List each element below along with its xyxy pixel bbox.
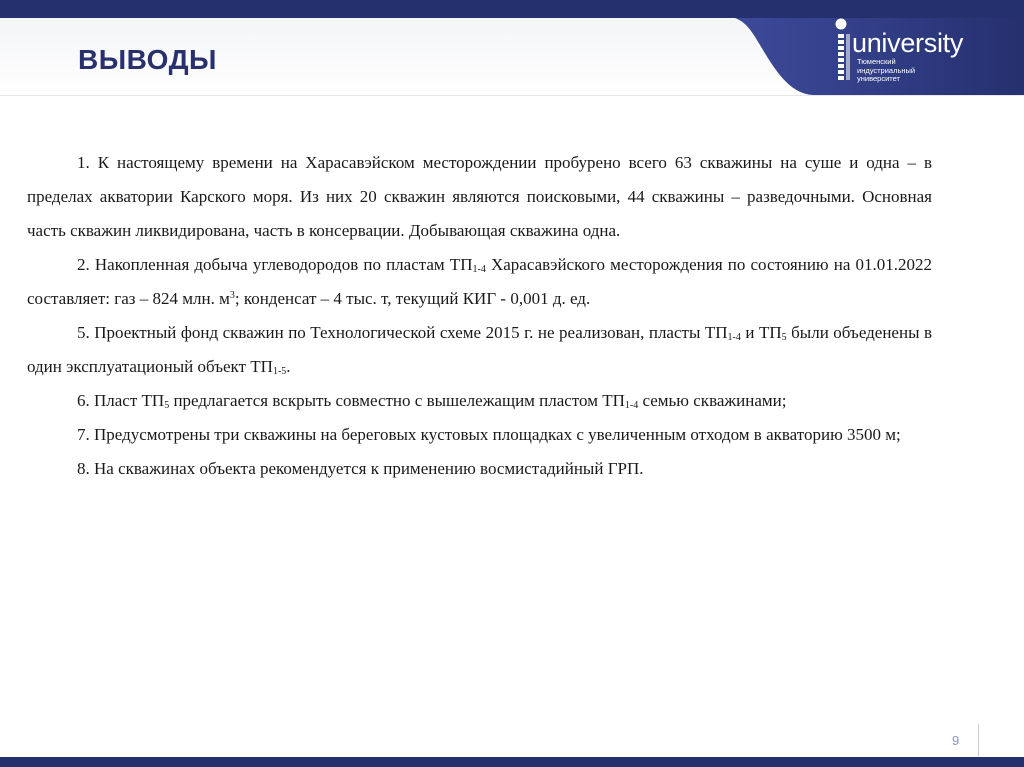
subscript: 1-4	[727, 332, 741, 343]
paragraph-text: 5. Проектный фонд скважин по Технологической схеме 2015 г. не реализован, пласты ТП	[77, 323, 728, 342]
slide-title: ВЫВОДЫ	[78, 44, 217, 75]
logo-subtitle-line: Тюменский	[857, 57, 896, 66]
conclusions-body	[27, 146, 932, 486]
conclusion-paragraph	[27, 316, 932, 384]
paragraph-text: ; конденсат – 4 тыс. т, текущий КИГ - 0,001 д. ед.	[234, 289, 591, 308]
paragraph-text: 8. На скважинах объекта рекомендуется к применению восмистадийный ГРП.	[77, 459, 644, 478]
superscript: 3	[229, 290, 235, 301]
paragraph-text: предлагается вскрыть совместно с вышележащим пластом ТП	[169, 391, 625, 410]
logo-subtitle-line: индустриальный	[857, 65, 916, 75]
subscript: 1-4	[472, 264, 486, 275]
logo-subtitle	[857, 58, 967, 84]
bottom-bar	[0, 757, 1024, 767]
logo-subtitle-line: университет	[857, 74, 900, 83]
conclusion-paragraph	[27, 418, 932, 452]
paragraph-text: семью скважинами;	[638, 391, 787, 410]
subscript: 5	[781, 332, 787, 343]
conclusion-paragraph	[27, 384, 932, 418]
paragraph-text: 6. Пласт ТП	[77, 391, 165, 410]
subscript: 5	[164, 400, 170, 411]
subscript: 1-4	[624, 400, 639, 411]
paragraph-text: были объеденены в один эксплуатационый объект ТП	[27, 323, 933, 376]
conclusion-paragraph	[27, 452, 932, 486]
page-number: 9	[952, 733, 960, 748]
paragraph-text: и ТП	[740, 323, 782, 342]
paragraph-text: 1. К настоящему времени на Харасавэйском месторождении пробурено всего 63 скважины на суше и одна – в пределах акватории Карского моря. Из них 20 скважин являются поисковыми, 44 скважины – разведочными. Основная часть скважин ликвидирована, часть в консервации. Добывающая скважина одна.	[27, 153, 932, 240]
conclusion-paragraph	[27, 248, 932, 316]
paragraph-text: Харасавэйского месторождения по состоянию на 01.01.2022 составляет: газ – 824 млн. м	[27, 255, 933, 308]
page-number-divider	[978, 724, 979, 756]
paragraph-text: .	[286, 357, 291, 376]
conclusion-paragraph	[27, 146, 932, 248]
subscript: 1-5	[272, 366, 287, 377]
logo-wordmark: university	[852, 28, 964, 58]
paragraph-text: 2. Накопленная добыча углеводородов по пластам ТП	[77, 255, 473, 274]
paragraph-text: 7. Предусмотрены три скважины на береговых кустовых площадках с увеличенным отходом в акваторию 3500 м;	[77, 425, 901, 444]
